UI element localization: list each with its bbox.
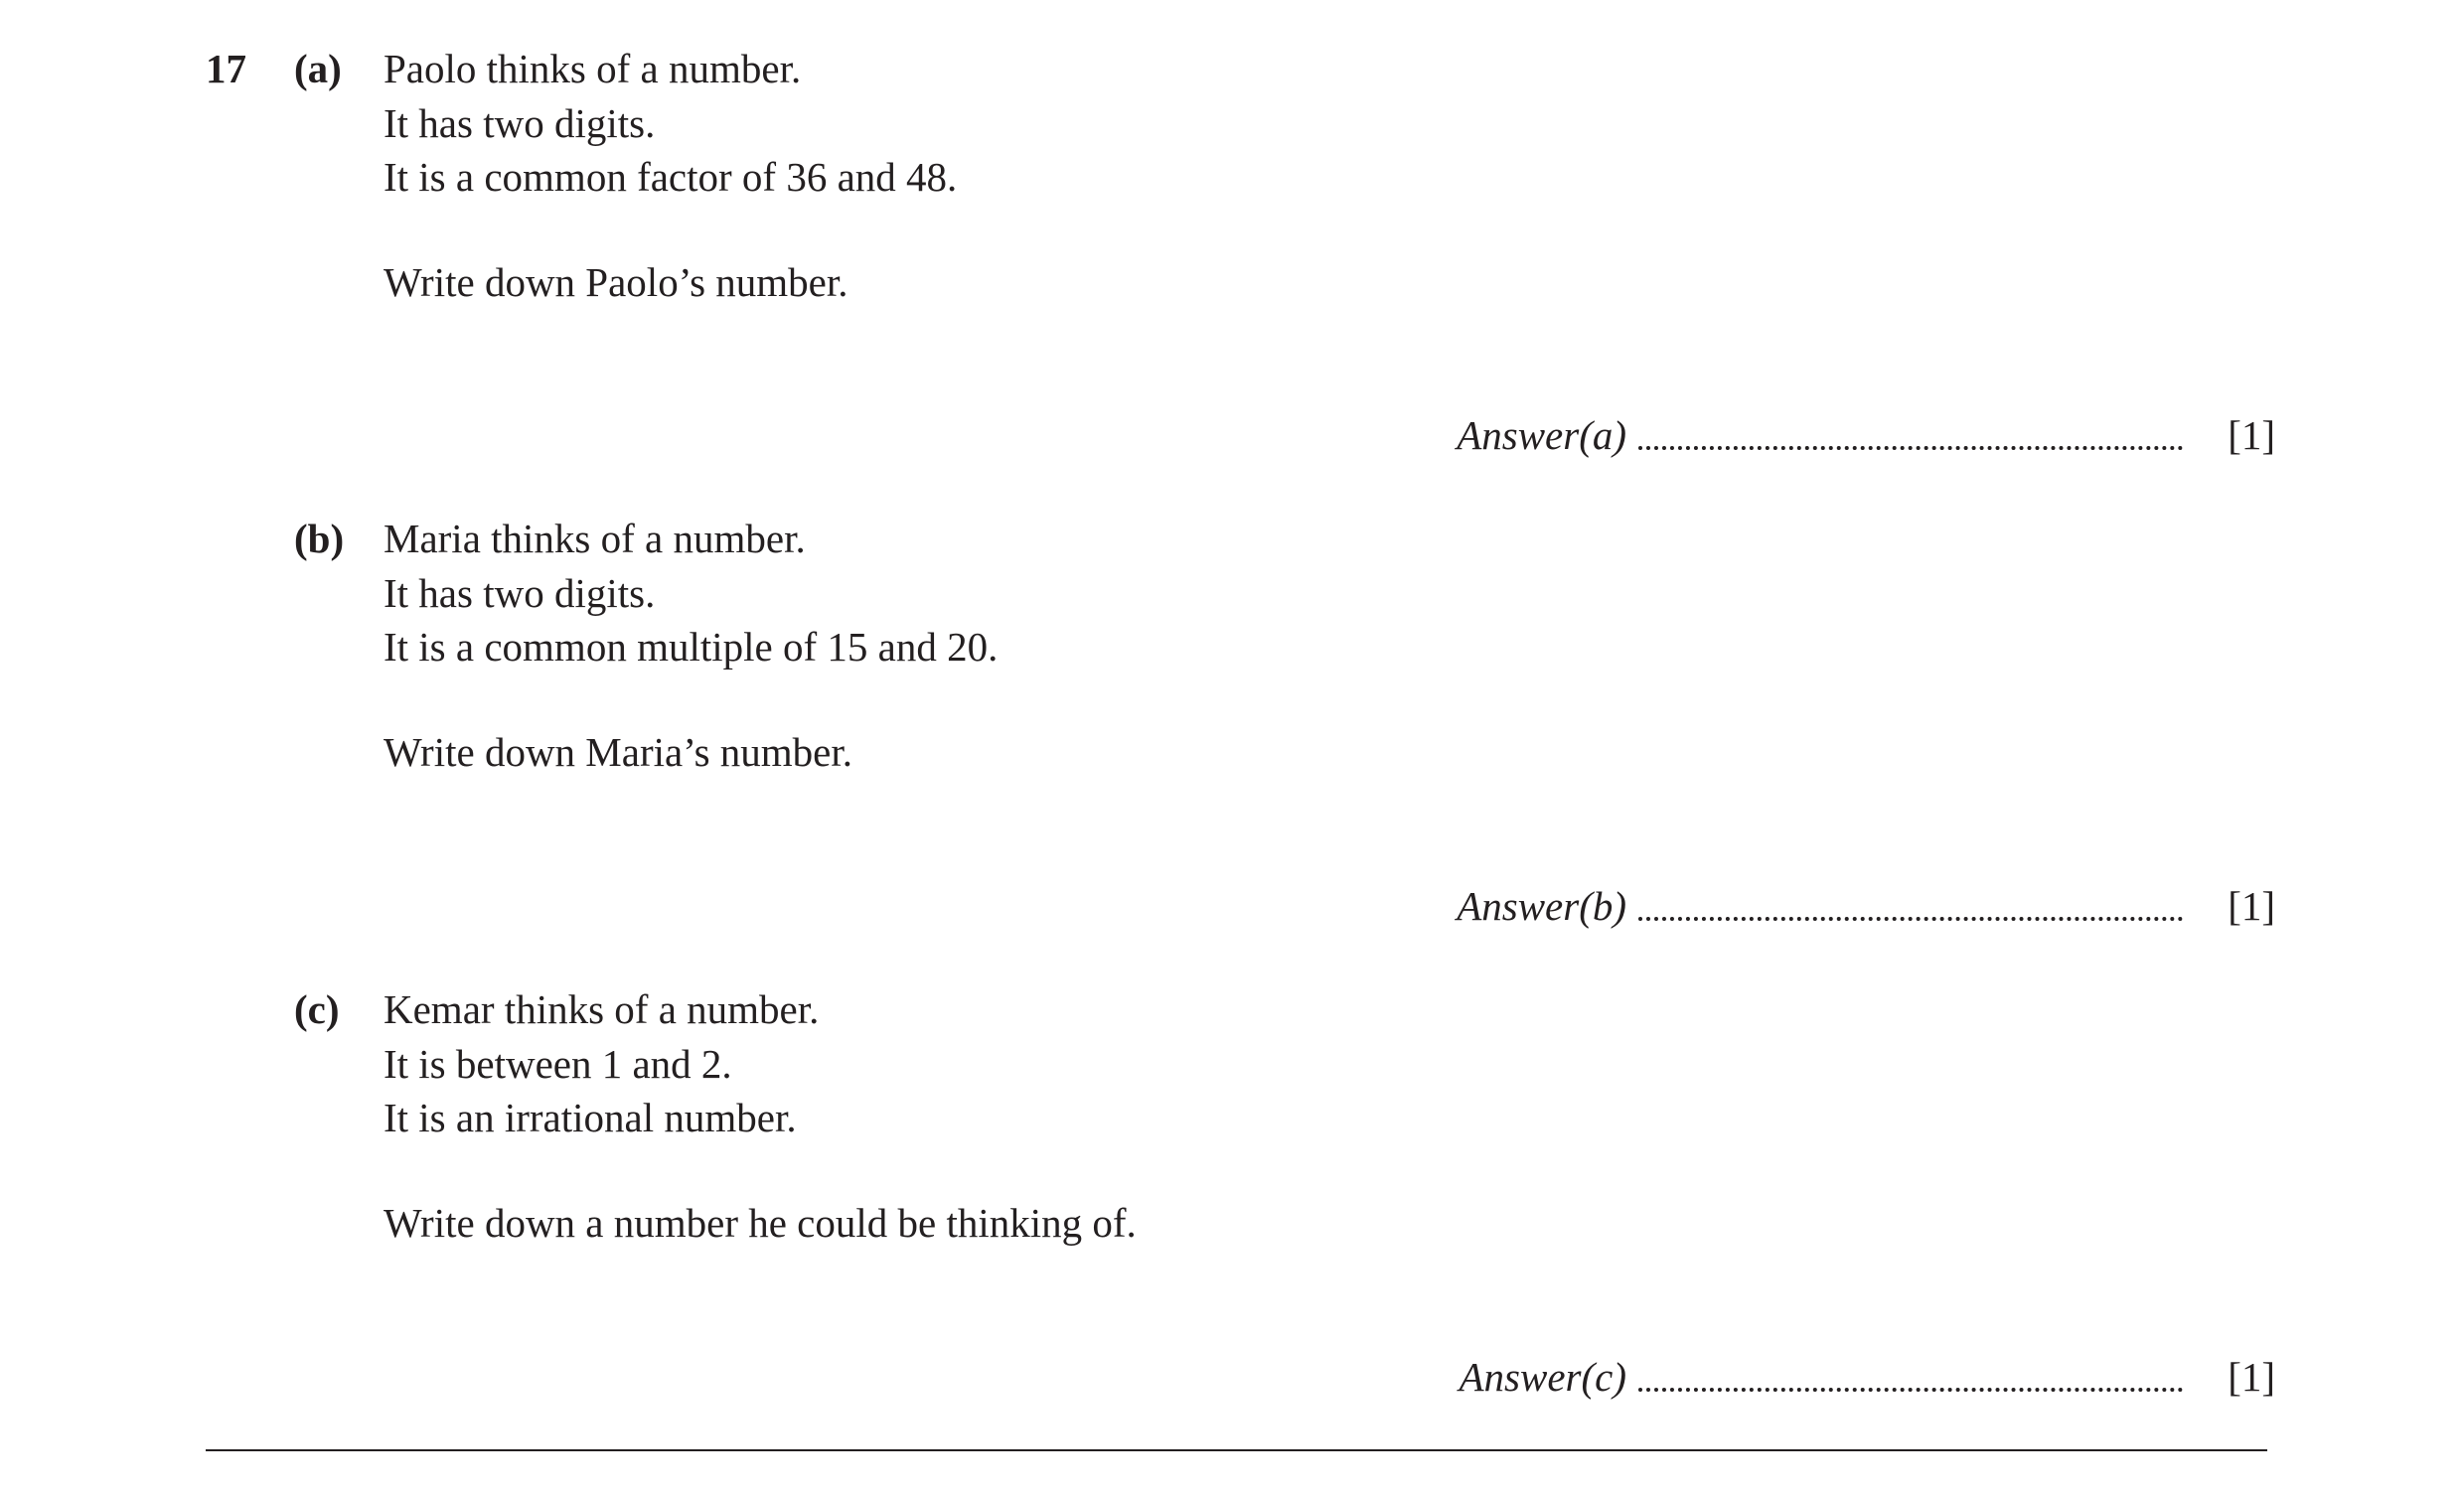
- page-divider: [206, 1449, 2267, 1451]
- stem-line: It is an irrational number.: [384, 1095, 797, 1140]
- answer-label: Answer(b): [1457, 883, 1626, 929]
- instruction-text: Write down Maria’s number.: [384, 728, 853, 775]
- part-label: (a): [294, 46, 342, 91]
- stem-line: It is between 1 and 2.: [384, 1040, 732, 1087]
- answer-label: Answer(a): [1457, 412, 1626, 458]
- answer-line[interactable]: [1638, 446, 2183, 450]
- part-label: (b): [294, 516, 345, 561]
- part-stem: [384, 42, 957, 309]
- answer-line[interactable]: [1638, 917, 2183, 921]
- answer-label: Answer(c): [1459, 1354, 1626, 1400]
- answer-row: [1391, 1350, 2275, 1404]
- stem-line: Maria thinks of a number.: [384, 516, 806, 561]
- question-number: 17: [206, 46, 246, 91]
- stem-line: It is a common factor of 36 and 48.: [384, 154, 958, 200]
- stem-line: It is a common multiple of 15 and 20.: [384, 624, 999, 670]
- answer-row: [1391, 408, 2275, 462]
- stem-line: It has two digits.: [384, 569, 656, 616]
- stem-line: Kemar thinks of a number.: [384, 986, 820, 1032]
- part-label: (c): [294, 986, 340, 1032]
- answer-row: [1391, 879, 2275, 933]
- marks-indicator: [1]: [2228, 1354, 2275, 1400]
- part-stem: [384, 512, 998, 779]
- instruction-text: Write down Paolo’s number.: [384, 258, 848, 305]
- answer-line[interactable]: [1638, 1388, 2183, 1392]
- marks-indicator: [1]: [2228, 412, 2275, 458]
- marks-indicator: [1]: [2228, 883, 2275, 929]
- part-stem: [384, 982, 1137, 1250]
- stem-line: It has two digits.: [384, 99, 656, 146]
- instruction-text: Write down a number he could be thinking of.: [384, 1199, 1137, 1246]
- stem-line: Paolo thinks of a number.: [384, 46, 802, 91]
